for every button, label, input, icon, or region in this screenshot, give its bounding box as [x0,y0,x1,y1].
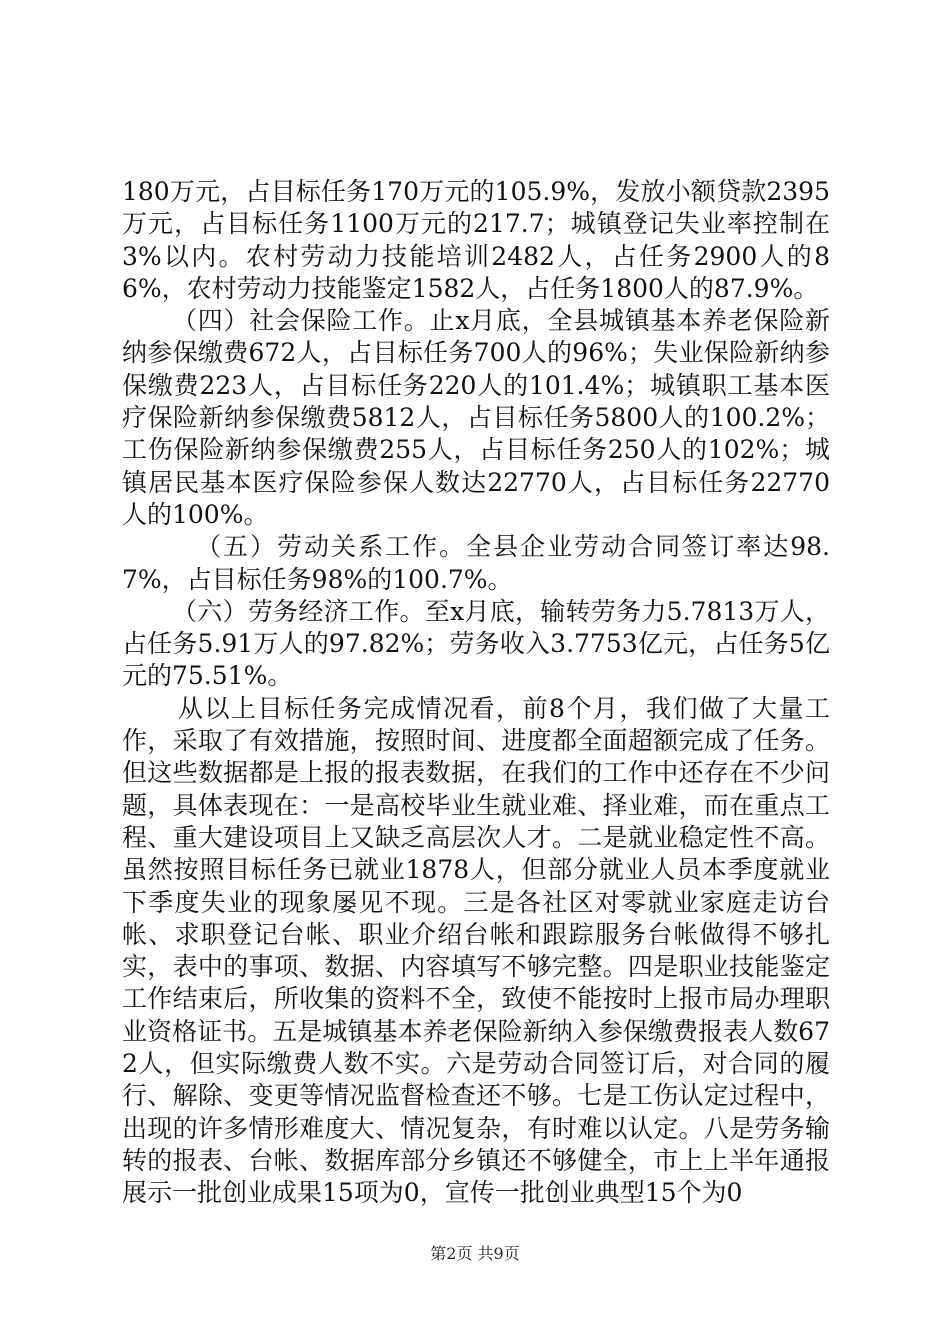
paragraph-labor-relations: （五）劳动关系工作。全县企业劳动合同签订率达98.7%，占目标任务98%的100.7%。 [122,532,830,594]
paragraph-social-insurance: （四）社会保险工作。止x月底，全县城镇基本养老保险新纳参保缴费672人，占目标任务700人的96%；失业保险新纳参保缴费223人，占目标任务220人的101.4%；城镇职工基本医疗保险新纳参保缴费5812人，占目标任务5800人的100.2%；工伤保险新纳参保缴费255人，占目标任务250人的102%；城镇居民基本医疗保险参保人数达22770人，占目标任务22770人的100%。 [122,306,830,529]
paragraph-labor-economy: （六）劳务经济工作。至x月底，输转劳务力5.7813万人，占任务5.91万人的97.82%；劳务收入3.7753亿元，占任务5亿元的75.51%。 [122,596,830,691]
document-body [122,176,830,1210]
paragraph-employment-figures: 180万元，占目标任务170万元的105.9%，发放小额贷款2395万元，占目标任务1100万元的217.7；城镇登记失业率控制在3%以内。农村劳动力技能培训2482人，占任务2900人的86%，农村劳动力技能鉴定1582人，占任务1800人的87.9%。 [122,177,830,303]
page-footer: 第2页 共9页 [430,1244,520,1263]
paragraph-problems-summary: 从以上目标任务完成情况看，前8个月，我们做了大量工作，采取了有效措施，按照时间、进度都全面超额完成了任务。但这些数据都是上报的报表数据，在我们的工作中还存在不少问题，具体表现在：一是高校毕业生就业难、择业难，而在重点工程、重大建设项目上又缺乏高层次人才。二是就业稳定性不高。虽然按照目标任务已就业1878人，但部分就业人员本季度就业下季度失业的现象屡见不现。三是各社区对零就业家庭走访台帐、求职登记台帐、职业介绍台帐和跟踪服务台帐做得不够扎实，表中的事项、数据、内容填写不够完整。四是职业技能鉴定工作结束后，所收集的资料不全，致使不能按时上报市局办理职业资格证书。五是城镇基本养老保险新纳入参保缴费报表人数672人，但实际缴费人数不实。六是劳动合同签订后，对合同的履行、解除、变更等情况监督检查还不够。七是工伤认定过程中，出现的许多情形难度大、情况复杂，有时难以认定。八是劳务输转的报表、台帐、数据库部分乡镇还不够健全，市上上半年通报展示一批创业成果15项为0，宣传一批创业典型15个为0 [122,693,830,1208]
